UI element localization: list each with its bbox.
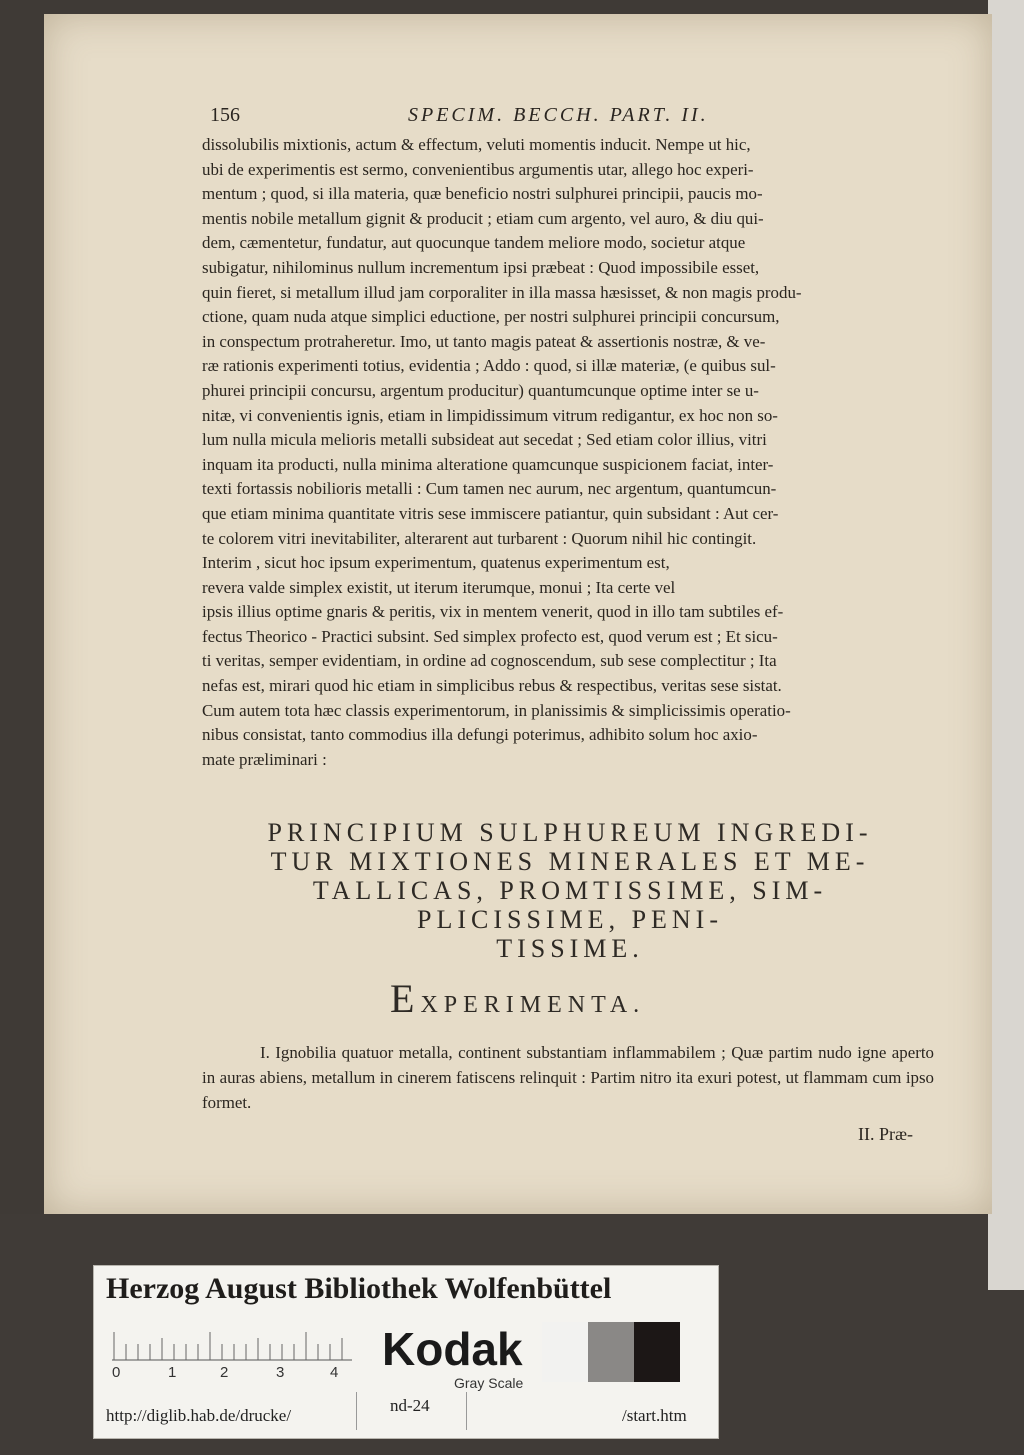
divider bbox=[466, 1392, 467, 1430]
text-line: revera valde simplex existit, ut iterum iterumque, monui ; Ita certe vel bbox=[202, 577, 676, 597]
text-line: mate præliminari : bbox=[202, 749, 327, 769]
experiment-paragraph: I. Ignobilia quatuor metalla, continent substantiam inflammabilem ; Quæ partim nudo igne aperto in auras abiens, metallum in cinerem fatiscens relinquit : Partim nitro ita exuri potest, ut flammam cum ipso formet. bbox=[202, 1043, 934, 1112]
heading-line: PLICISSIME, PENI- bbox=[416, 905, 723, 934]
gray-scale-label: Gray Scale bbox=[454, 1375, 524, 1391]
text-line: in conspectum protraheretur. Imo, ut tanto magis pateat & assertionis nostræ, & ve- bbox=[202, 331, 766, 351]
heading-line: TUR MIXTIONES MINERALES ET ME- bbox=[270, 847, 870, 876]
ruler-number: 4 bbox=[330, 1364, 339, 1381]
page-number: 156 bbox=[210, 104, 240, 126]
text-line: fectus Theorico - Practici subsint. Sed simplex profecto est, quod verum est ; Et sicu- bbox=[202, 626, 778, 646]
text-line: mentis nobile metallum gignit & producit ; etiam cum argento, vel auro, & diu qui- bbox=[202, 208, 764, 228]
running-head: SPECIM. BECCH. PART. II. bbox=[408, 104, 709, 126]
subheading-rest: XPERIMENTA. bbox=[420, 992, 646, 1018]
library-name: Herzog August Bibliothek Wolfenbüttel bbox=[106, 1272, 612, 1305]
url-suffix: /start.htm bbox=[622, 1406, 687, 1425]
divider bbox=[356, 1392, 357, 1430]
heading-line: PRINCIPIUM SULPHUREUM INGREDI- bbox=[267, 818, 873, 847]
heading-line: TALLICAS, PROMTISSIME, SIM- bbox=[312, 876, 828, 905]
section-heading bbox=[190, 818, 950, 963]
text-line: subigatur, nihilominus nullum incrementum ipsi præbeat : Quod impossibile esset, bbox=[202, 257, 760, 277]
text-line: ipsis illius optime gnaris & peritis, vix in mentem venerit, quod in illo tam subtiles ef- bbox=[202, 602, 784, 622]
text-line: phurei principii concursu, argentum producitur) quantumcunque optime inter se u- bbox=[202, 380, 759, 400]
ruler-number: 3 bbox=[276, 1364, 285, 1381]
text-line: nefas est, mirari quod hic etiam in simplicibus rebus & respectibus, veritas sese sistat. bbox=[202, 676, 782, 696]
shelfmark: nd-24 bbox=[390, 1396, 430, 1415]
text-line: que etiam minima quantitate vitris sese immiscere patiantur, quin subsidant : Aut cer- bbox=[202, 503, 779, 523]
text-line: dem, cæmentetur, fundatur, aut quocunque tandem meliore modo, societur atque bbox=[202, 233, 746, 253]
text-line: Cum autem tota hæc classis experimentorum, in planissimis & simplicissimis operatio- bbox=[202, 700, 791, 720]
adjacent-page-edge bbox=[988, 0, 1024, 1290]
gray-swatch-mid bbox=[588, 1322, 634, 1382]
text-line: ubi de experimentis est sermo, convenientibus argumentis utar, allego hoc experi- bbox=[202, 159, 754, 179]
main-paragraph bbox=[202, 133, 934, 772]
heading-line: TISSIME. bbox=[496, 934, 644, 963]
catchword: II. Præ- bbox=[858, 1124, 913, 1144]
text-line: nitæ, vi convenientis ignis, etiam in limpidissimum vitrum redigantur, ex hoc non so- bbox=[202, 405, 778, 425]
page-header bbox=[210, 104, 935, 134]
ruler-number: 1 bbox=[168, 1364, 177, 1381]
ruler-number: 2 bbox=[220, 1364, 229, 1381]
text-line: ctione, quam nuda atque simplici eductione, per nostri sulphurei principii concursum, bbox=[202, 307, 780, 327]
text-line: inquam ita producti, nulla minima alteratione quamcunque suspicionem faciat, inter- bbox=[202, 454, 774, 474]
text-line: lum nulla micula melioris metalli subsideat aut secedat ; Sed etiam color illius, vitri bbox=[202, 430, 767, 450]
gray-swatch-black bbox=[634, 1322, 680, 1382]
text-line: ti veritas, semper evidentiam, in ordine ad cognoscendum, sub sese complectitur ; Ita bbox=[202, 651, 777, 671]
library-color-card bbox=[93, 1265, 719, 1439]
text-line: mentum ; quod, si illa materia, quæ beneficio nostri sulphurei principii, paucis mo- bbox=[202, 184, 763, 204]
text-line: ræ rationis experimenti totius, evidentia ; Addo : quod, si illæ materiæ, (e quibus sul- bbox=[202, 356, 776, 376]
ruler-number: 0 bbox=[112, 1364, 121, 1381]
text-line: nibus consistat, tanto commodius illa defungi poterimus, adhibito solum hoc axio- bbox=[202, 725, 758, 745]
text-line: dissolubilis mixtionis, actum & effectum, veluti momentis inducit. Nempe ut hic, bbox=[202, 135, 751, 154]
gray-swatch-white bbox=[542, 1322, 588, 1382]
text-line: texti fortassis nobilioris metalli : Cum tamen nec aurum, nec argentum, quantumcun- bbox=[202, 479, 777, 499]
drop-initial: E bbox=[390, 976, 421, 1021]
text-line: te colorem vitri inevitabiliter, alterarent aut turbarent : Quorum nihil hic contingit. bbox=[202, 528, 757, 548]
kodak-logo: Kodak bbox=[382, 1323, 523, 1375]
experimenta-heading bbox=[390, 975, 750, 1022]
text-line: quin fieret, si metallum illud jam corporaliter in illa massa hæsisset, & non magis produ- bbox=[202, 282, 802, 302]
text-line: Interim , sicut hoc ipsum experimentum, quatenus experimentum est, bbox=[202, 553, 670, 573]
url-prefix: http://diglib.hab.de/drucke/ bbox=[106, 1406, 292, 1425]
